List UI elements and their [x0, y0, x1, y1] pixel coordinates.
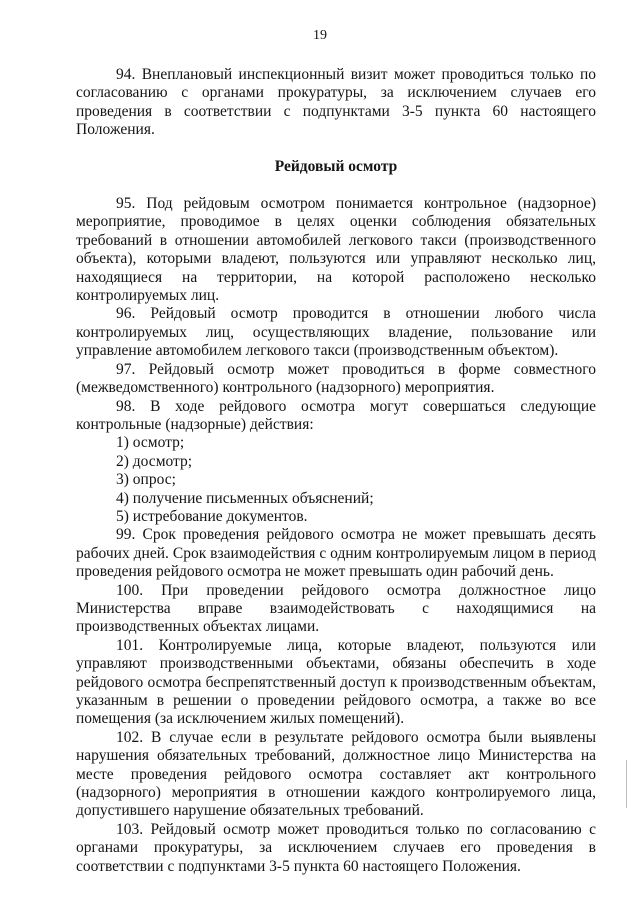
- document-body: [76, 66, 596, 876]
- list-item: 4) получение письменных объяснений;: [116, 489, 374, 507]
- paragraph-94: 94. Внеплановый инспекционный визит может проводиться только по согласованию с органами прокуратуры, за исключением случаев его проведения в соответствии с подпунктами 3-5 пункта 60 настоящего Положения.: [76, 66, 596, 139]
- paragraph-102: 102. В случае если в результате рейдового осмотра были выявлены нарушения обязательных требований, должностное лицо Министерства на месте проведения рейдового осмотра составляет акт контрольного (надзорного) мероприятия в отношении каждого контролируемого лица, допустившего нарушение обязательных требований.: [76, 728, 596, 820]
- scan-margin-mark: [626, 760, 627, 808]
- list-item: 1) осмотр;: [116, 434, 185, 452]
- paragraph-103: 103. Рейдовый осмотр может проводиться только по согласованию с органами прокуратуры, за исключением случаев его проведения в соответствии с подпунктами 3-5 пункта 60 настоящего Положения.: [76, 820, 596, 875]
- paragraph-96: 96. Рейдовый осмотр проводится в отношении любого числа контролируемых лиц, осуществляющих владение, пользование или управление автомобилем легкового такси (производственным объектом).: [76, 305, 596, 360]
- page-number: 19: [313, 28, 327, 43]
- paragraph-98: 98. В ходе рейдового осмотра могут совершаться следующие контрольные (надзорные) действия:: [76, 397, 596, 433]
- paragraph-97: 97. Рейдовый осмотр может проводиться в форме совместного (межведомственного) контрольного (надзорного) мероприятия.: [76, 360, 596, 397]
- paragraph-100: 100. При проведении рейдового осмотра должностное лицо Министерства вправе взаимодействовать с находящимися на производственных объектах лицами.: [76, 581, 596, 636]
- paragraph-95: 95. Под рейдовым осмотром понимается контрольное (надзорное) мероприятие, проводимое в целях оценки соблюдения обязательных требований в отношении автомобилей легкового такси (производственного объекта), которыми владеют, пользуются или управляют несколько лиц, находящиеся на территории, на которой расположено несколько контролируемых лиц.: [76, 195, 596, 305]
- list-item: 3) опрос;: [116, 471, 176, 489]
- paragraph-99: 99. Срок проведения рейдового осмотра не может превышать десять рабочих дней. Срок взаимодействия с одним контролируемым лицом в период проведения рейдового осмотра не может превышать один рабочий день.: [76, 526, 596, 581]
- list-item: 2) досмотр;: [116, 452, 193, 470]
- paragraph-101: 101. Контролируемые лица, которые владеют, пользуются или управляют производственными объектами, обязаны обеспечить в ходе рейдового осмотра беспрепятственный доступ к производственным объектам, указанным в решении о проведении рейдового осмотра, а также во все помещения (за исключением жилых помещений).: [76, 636, 596, 728]
- section-heading: Рейдовый осмотр: [274, 157, 398, 175]
- list-item: 5) истребование документов.: [116, 507, 308, 525]
